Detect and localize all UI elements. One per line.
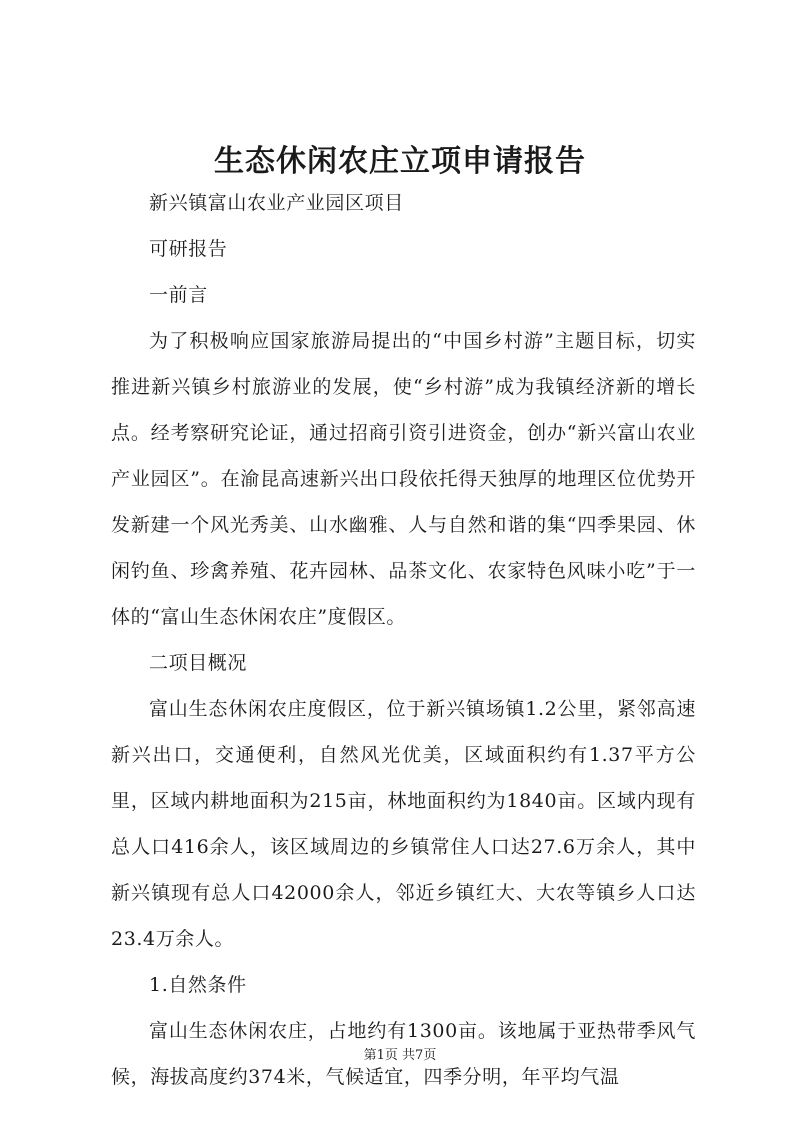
project-name: 新兴镇富山农业产业园区项目 [149,192,404,214]
report-type: 可研报告 [149,238,228,260]
document-title: 生态休闲农庄立项申请报告 [214,144,586,179]
section-heading-overview: 二项目概况 [149,652,248,674]
natural-conditions-paragraph: 富山生态休闲农庄，占地约有1300亩。该地属于亚热带季风气候，海拔高度约374米，气候适宜，四季分明，年平均气温 [111,1020,696,1088]
overview-paragraph: 富山生态休闲农庄度假区，位于新兴镇场镇1.2公里，紧邻高速新兴出口，交通便利，自然风光优美，区域面积约有1.37平方公里，区域内耕地面积为215亩，林地面积约为1840亩。区域内现有总人口416余人，该区域周边的乡镇常住人口达27.6万余人，其中新兴镇现有总人口42000余人，邻近乡镇红大、大农等镇乡人口达23.4万余人。 [111,698,696,950]
preface-paragraph: 为了积极响应国家旅游局提出的“中国乡村游”主题目标，切实推进新兴镇乡村旅游业的发展，使“乡村游”成为我镇经济新的增长点。经考察研究论证，通过招商引资引进资金，创办“新兴富山农业产业园区”。在渝昆高速新兴出口段依托得天独厚的地理区位优势开发新建一个风光秀美、山水幽雅、人与自然和谐的集“四季果园、休闲钓鱼、珍禽养殖、花卉园林、品茶文化、农家特色风味小吃”于一体的“富山生态休闲农庄”度假区。 [111,330,696,628]
section-heading-preface: 一前言 [149,284,208,306]
subsection-heading-natural-conditions: 1.自然条件 [149,974,247,996]
document-body [111,180,696,1100]
page-footer: 第1页 共7页 [363,1048,437,1063]
